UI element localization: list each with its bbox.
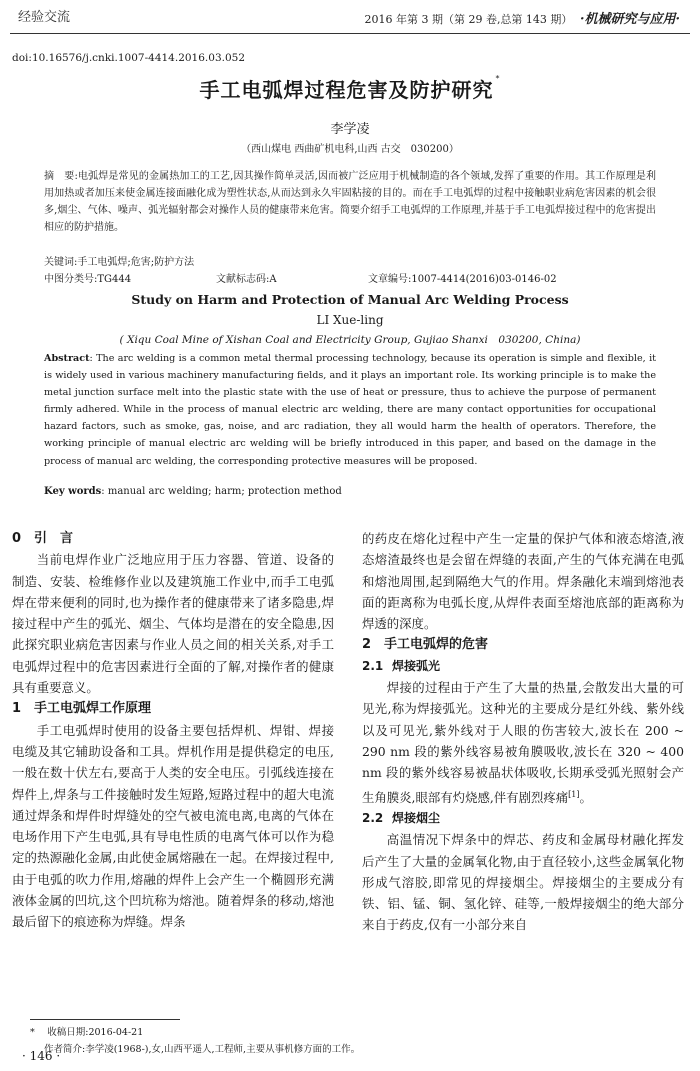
- section-title: 引 言: [34, 531, 74, 546]
- footnote-author-bio: 作者简介:李学凌(1968-),女,山西平遥人,工程师,主要从事机修方面的工作。: [44, 1044, 361, 1055]
- subsection-heading-2-2: [362, 808, 684, 829]
- abstract-en: [44, 350, 656, 470]
- keywords-en: [44, 486, 342, 497]
- title-footnote-mark: *: [495, 74, 501, 83]
- paragraph-working-principle: 手工电弧焊时使用的设备主要包括焊机、焊钳、焊接电缆及其它辅助设备和工具。焊机作用是提供稳定的电压,一般在数十伏左右,要高于人类的安全电压。引弧线连接在焊件上,焊条与工件接触时发生短路,短路过程中的超大电流通过焊条和焊件时焊缝处的空气被电流电离,电离的气体在电场作用下产生电弧,具有导电性质的电离气体可以作为稳定的热源融化金属,由此使金属熔融在一起。在焊接过程中,由于电弧的吹力作用,熔融的焊件上会产生一个椭圆形充满液体金属的凹坑,这个凹坑称为熔池。随着焊条的移动,熔池最后留下的痕迹称为焊缝。焊条: [12, 722, 334, 930]
- section-title: 手工电弧焊工作原理: [34, 701, 152, 717]
- abstract-cn-label: 摘 要:: [44, 171, 78, 182]
- section-heading-0: [12, 528, 334, 549]
- keywords-en-label: Key words: [44, 486, 102, 497]
- section-title: 手工电弧焊的危害: [384, 637, 489, 653]
- paper-title-cn: [0, 74, 700, 103]
- affiliation-en: ( Xiqu Coal Mine of Xishan Coal and Electricity Group, Gujiao Shanxi 030200, China): [119, 334, 581, 346]
- page-number: · 146 ·: [22, 1049, 61, 1063]
- abstract-cn: [44, 168, 656, 236]
- author-cn: 李学凌: [330, 122, 370, 137]
- abstract-en-label: Abstract: [44, 353, 90, 364]
- subsection-number: 2.2: [362, 810, 384, 825]
- header-rule: [10, 33, 690, 34]
- subsection-heading-2-1: [362, 656, 684, 677]
- footnote-received-date: * 收稿日期:2016-04-21: [30, 1027, 144, 1038]
- doi: doi:10.16576/j.cnki.1007-4414.2016.03.052: [12, 52, 245, 64]
- affiliation-cn: （西山煤电 西曲矿机电科,山西 古交 030200）: [241, 144, 459, 155]
- article-number: 文章编号:1007-4414(2016)03-0146-02: [368, 274, 557, 285]
- keywords-cn-label: 关键词:: [44, 257, 78, 268]
- subsection-number: 2.1: [362, 658, 384, 673]
- abstract-cn-text: 电弧焊是常见的金属热加工的工艺,因其操作简单灵活,因而被广泛应用于机械制造的各个领域,发挥了重要的作用。其工作原理是利用加热或者加压来使金属连接面融化成为塑性状态,从而达到永久牢固粘接的目的。而在手工电弧焊的过程中接触职业病危害因素的机会很多,烟尘、气体、噪声、弧光辐射都会对操作人员的健康带来危害。简要介绍手工电弧焊的工作原理,并基于手工电弧焊接过程中的危害提出相应的防护措施。: [44, 171, 656, 233]
- keywords-cn: [44, 253, 194, 268]
- abstract-en-text: : The arc welding is a common metal thermal processing technology, because its operation is simple and flexible, it is widely used in various machinery manufacturing fields, and it plays an important role. Its working principle is to make the metal junction surface melt into the plastic state with the use of heat or pressure, thus to achieve the purpose of permanent firmly adhered. While in the process of manual electric arc welding, there are many contact opportunities for occupational hazard factors, such as smoke, gas, noise, and arc radiation, they all would harm the health of operators. Therefore, the working principle of manual electric arc welding will be briefly introduced in this paper, and based on the damage in the process of manual arc welding, the corresponding protective measures will be proposed.: [44, 353, 656, 467]
- clc-number: 中图分类号:TG444: [44, 274, 132, 285]
- paragraph-text: 焊接的过程由于产生了大量的热量,会散发出大量的可见光,称为焊接弧光。这种光的主要成分是红外线、紫外线以及可见光,紫外线对于人眼的伤害较大,波长在 200 ~ 290 nm 段的紫外线容易被角膜吸收,波长在 320 ~ 400 nm 段的紫外线容易被晶状体吸收,长期承受弧光照射会产生角膜炎,眼部有灼烧感,伴有剧烈疼痛: [362, 680, 684, 805]
- paragraph-end: 。: [579, 789, 592, 805]
- running-header-issue: [364, 8, 680, 27]
- paragraph-welding-arc: [362, 677, 684, 808]
- issue-info: 2016 年第 3 期（第 29 卷,总第 143 期）: [364, 13, 573, 26]
- document-code: 文献标志码:A: [216, 274, 277, 285]
- paper-title-en: Study on Harm and Protection of Manual Arc Welding Process: [131, 292, 569, 307]
- body-column-left: [12, 528, 334, 933]
- running-header-section: 经验交流: [18, 10, 71, 25]
- subsection-title: 焊接烟尘: [392, 810, 441, 825]
- section-heading-2: [362, 634, 684, 655]
- journal-name: ·机械研究与应用·: [579, 12, 680, 27]
- paragraph-working-principle-cont: 的药皮在熔化过程中产生一定量的保护气体和液态熔渣,液态熔渣最终也是会留在焊缝的表面,产生的气体充满在电弧和熔池周围,起到隔绝大气的作用。焊条融化末端到熔池表面的距离称为电弧长度,从焊件表面至熔池底部的距离称为焊透的深度。: [362, 531, 684, 632]
- footnote-rule: [30, 1019, 180, 1020]
- paragraph-introduction: 当前电焊作业广泛地应用于压力容器、管道、设备的制造、安装、检维修作业以及建筑施工作业中,而手工电弧焊在带来便利的同时,也为操作者的健康带来了诸多隐患,焊接过程中产生的弧光、烟尘、气体均是潜在的安全隐患,因此探究职业病危害因素与作业人员之间的相关关系,对手工电弧焊过程中的危害因素进行全面的了解,对操作者的健康具有重要意义。: [12, 552, 334, 696]
- section-number: 0: [12, 531, 22, 546]
- citation-ref[interactable]: [1]: [568, 789, 580, 799]
- section-number: 2: [362, 637, 372, 653]
- keywords-cn-text: 手工电弧焊;危害;防护方法: [77, 257, 195, 268]
- keywords-en-text: : manual arc welding; harm; protection method: [101, 486, 342, 497]
- title-text: 手工电弧焊过程危害及防护研究: [199, 78, 494, 102]
- section-number: 1: [12, 701, 22, 717]
- section-heading-1: [12, 698, 334, 719]
- author-en: LI Xue-ling: [316, 313, 384, 327]
- paragraph-welding-fume: 高温情况下焊条中的焊芯、药皮和金属母材融化挥发后产生了大量的金属氧化物,由于直径较小,这些金属氧化物形成气溶胶,即常见的焊接烟尘。焊接烟尘的主要成分有铁、铝、锰、铜、氢化锌、硅等,一般焊接烟尘的绝大部分来自于药皮,仅有一小部分来自: [362, 832, 684, 933]
- body-column-right: [362, 528, 684, 936]
- subsection-title: 焊接弧光: [392, 658, 441, 673]
